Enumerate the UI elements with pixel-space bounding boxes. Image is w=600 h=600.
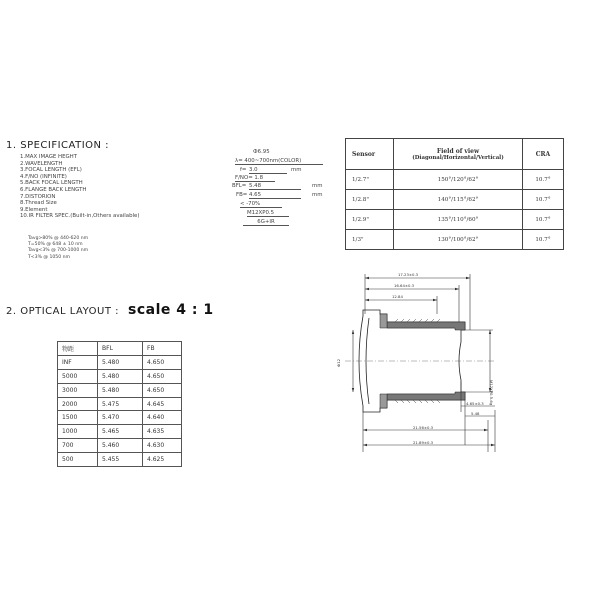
optic-table-row [58,425,182,439]
fb-cell: 4.640 [143,411,182,425]
distance-cell: 2000 [58,397,98,411]
bfl-prefix: BFL= [232,183,247,189]
dim-label-fb: 4.65±0.3 [466,401,484,406]
cra-cell: 10.7° [523,230,564,250]
max-image-height-value: Ф6.95 [253,149,270,155]
spec-list [20,154,139,220]
bfl-unit: mm [312,183,323,189]
spec-item: 7.DISTORION [20,193,56,200]
spec-item: 2.WAVELENGTH [20,160,63,167]
fb-cell: 4.650 [143,383,182,397]
fov-header-sub: (Diagonal/Horizontal/Vertical) [412,154,504,161]
sensor-table-row [346,170,564,190]
dim-label-bot2: 21.89±0.3 [413,440,434,445]
optic-table-row [58,383,182,397]
fb-value: 4.65 [249,192,301,199]
distance-cell: 700 [58,439,98,453]
ir-line: T=50% @ 648 ± 10 nm [28,242,83,248]
dim-label-top3: 12.84 [392,294,403,299]
fb-cell: 4.630 [143,439,182,453]
spec-item: 4.F/NO (INFINITE) [20,173,67,180]
spec-item: 1.MAX IMAGE HEGHT [20,154,78,160]
cra-cell: 10.7° [523,190,564,210]
dim-label-top1: 17.23±0.3 [398,272,419,277]
fb-cell: 4.625 [143,453,182,467]
spec-item: 6.FLANGE BACK LENGTH [20,186,87,193]
bfl-value: 5.48 [249,183,301,190]
cra-cell: 10.7° [523,170,564,190]
fb-cell: 4.650 [143,369,182,383]
fov-cell: 135°/110°/60° [394,210,523,230]
bfl-cell: 5.480 [98,369,143,383]
distance-header: 物距 [58,342,98,356]
distance-cell: 500 [58,453,98,467]
distance-cell: INF [58,355,98,369]
fov-header [394,139,523,170]
sensor-header: Sensor [346,139,394,170]
spec-item: 3.FOCAL LENGTH (EFL) [20,167,82,174]
sensor-fov-table [345,138,564,250]
optic-table-row [58,397,182,411]
fno-value: F/NO= 1.8 [235,175,275,182]
fov-header-title: Field of view [436,147,480,155]
fb-prefix: FB= [236,192,248,198]
spec-item: 9.Element [20,206,48,213]
sensor-table-row [346,190,564,210]
distortion-value: < -70% [240,201,282,208]
optic-table-row [58,439,182,453]
thread-value: M12XP0.5 [247,210,289,217]
wavelength-value: λ= 400~700nm(COLOR) [235,158,323,165]
bfl-cell: 5.480 [98,355,143,369]
sensor-cell: 1/2.7" [346,170,394,190]
fb-cell: 4.635 [143,425,182,439]
ir-line: Tavg<3% @ 700-1000 nm [28,248,89,254]
dim-label-bot1: 21.56±0.3 [413,425,434,430]
lens-drawing [325,270,515,460]
distance-cell: 1000 [58,425,98,439]
sensor-table-row [346,230,564,250]
fb-header: FB [143,342,182,356]
distance-cell: 5000 [58,369,98,383]
dim-label-thread: M12XP0.5-6g [489,380,494,406]
spec-item: 10.IR FILTER SPEC.(Built-in,Others available) [20,213,140,220]
dim-label-top2: 16.64±0.3 [394,283,415,288]
optic-table-row [58,355,182,369]
bfl-cell: 5.480 [98,383,143,397]
fb-unit: mm [312,192,323,198]
fov-cell: 150°/120°/62° [394,170,523,190]
distance-cell: 1500 [58,411,98,425]
element-value: 6G+IR [243,219,289,226]
spec-item: 5.BACK FOCAL LENGTH [20,180,83,187]
distance-cell: 3000 [58,383,98,397]
scale-label: scale 4 : 1 [128,302,214,318]
fov-cell: 130°/100°/62° [394,230,523,250]
optic-table-header-row [58,342,182,356]
cra-header: CRA [523,139,564,170]
fov-cell: 140°/115°/62° [394,190,523,210]
sensor-cell: 1/2.8" [346,190,394,210]
efl-value: 3.0 [249,167,287,174]
optic-table-row [58,411,182,425]
optical-layout-heading: 2. OPTICAL LAYOUT : [6,306,120,317]
sensor-cell: 1/2.9" [346,210,394,230]
dim-label-left-dia: Ф12 [336,358,341,367]
efl-unit: mm [291,167,302,173]
ir-line: Tavg>80% @ 440-620 nm [28,236,89,241]
bfl-fb-table [57,341,182,467]
bfl-header: BFL [98,342,143,356]
bfl-cell: 5.455 [98,453,143,467]
ir-filter-spec [28,236,88,261]
optic-table-row [58,369,182,383]
fb-cell: 4.650 [143,355,182,369]
cra-cell: 10.7° [523,210,564,230]
sensor-table-row [346,210,564,230]
efl-prefix: f= [240,167,247,173]
dim-label-bfl: 5.48 [471,411,480,416]
sensor-table-header-row [346,139,564,170]
fb-cell: 4.645 [143,397,182,411]
sensor-cell: 1/3" [346,230,394,250]
ir-line: T<3% @ 1050 nm [28,254,70,260]
bfl-cell: 5.470 [98,411,143,425]
spec-item: 8.Thread Size [20,200,57,207]
bfl-cell: 5.460 [98,439,143,453]
optic-table-row [58,453,182,467]
bfl-cell: 5.465 [98,425,143,439]
bfl-cell: 5.475 [98,397,143,411]
spec-heading: 1. SPECIFICATION : [6,140,110,151]
